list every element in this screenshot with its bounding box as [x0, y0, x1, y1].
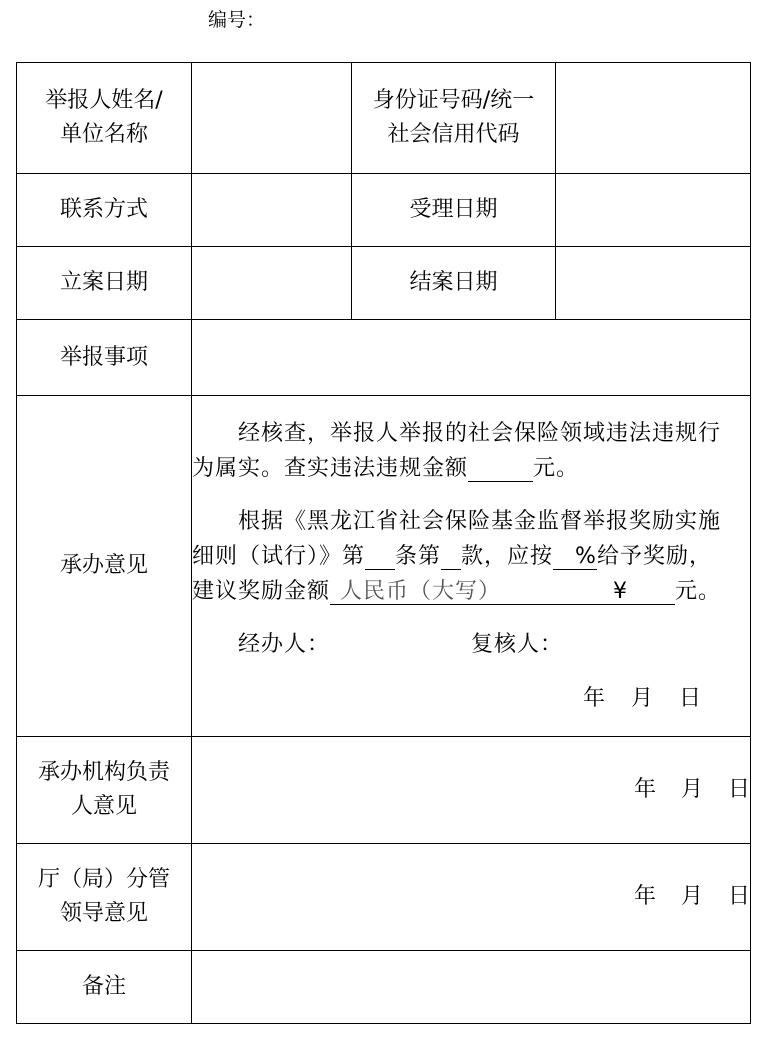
filing-date-label: 立案日期: [17, 247, 192, 320]
violation-amount-blank: [468, 456, 533, 482]
table-row: [17, 951, 751, 1024]
remarks-value: [192, 951, 751, 1024]
reporter-name-label: 举报人姓名/ 单位名称: [17, 63, 192, 174]
table-row: [17, 737, 751, 844]
contact-value: [192, 174, 352, 247]
accept-date-value: [556, 174, 751, 247]
contact-label: 联系方式: [17, 174, 192, 247]
report-matter-value: [192, 320, 751, 396]
remarks-label: 备注: [17, 951, 192, 1024]
yen-sign: ¥: [613, 579, 629, 604]
article-number-blank: [365, 544, 395, 570]
table-row: [17, 247, 751, 320]
table-row: [17, 844, 751, 951]
filing-date-value: [192, 247, 352, 320]
table-row: [17, 174, 751, 247]
accept-date-label: 受理日期: [352, 174, 556, 247]
signers-line: [192, 627, 750, 662]
dept-head-opinion-label: 承办机构负责 人意见: [17, 737, 192, 844]
dept-head-opinion-date: 年 月 日: [192, 737, 751, 844]
table-row: [17, 63, 751, 174]
handling-opinion-content: [192, 396, 751, 737]
report-reward-form-table: [16, 62, 751, 1024]
reward-percent-blank: %: [553, 544, 597, 570]
leader-opinion-date: 年 月 日: [192, 844, 751, 951]
report-matter-label: 举报事项: [17, 320, 192, 396]
serial-number-label: 编号：: [208, 9, 266, 31]
leader-opinion-label: 厅（局）分管 领导意见: [17, 844, 192, 951]
opinion-paragraph-reward: 根据《黑龙江省社会保险基金监督举报奖励实施 细则（试行）》第 条第 款，应按 %给予奖励， 建议奖励金额 人民币（大写） ¥ 元。: [192, 509, 722, 604]
reward-amount-blank: [330, 579, 675, 605]
id-number-value: [556, 63, 751, 174]
handling-opinion-date: 年 月 日: [582, 686, 702, 711]
opinion-paragraph-verification: 经核查，举报人举报的社会保险领域违法违规行 为属实。查实违法违规金额 元。: [192, 421, 722, 481]
clause-number-blank: [441, 544, 461, 570]
table-row: [17, 396, 751, 737]
handler-label: 经办人：: [238, 632, 331, 657]
reporter-name-value: [192, 63, 352, 174]
reviewer-label: 复核人：: [471, 632, 564, 657]
rmb-uppercase-hint: 人民币（大写）: [340, 579, 502, 604]
closing-date-value: [556, 247, 751, 320]
table-row: [17, 320, 751, 396]
handling-opinion-label: 承办意见: [17, 396, 192, 737]
closing-date-label: 结案日期: [352, 247, 556, 320]
id-number-label: 身份证号码/统一 社会信用代码: [352, 63, 556, 174]
